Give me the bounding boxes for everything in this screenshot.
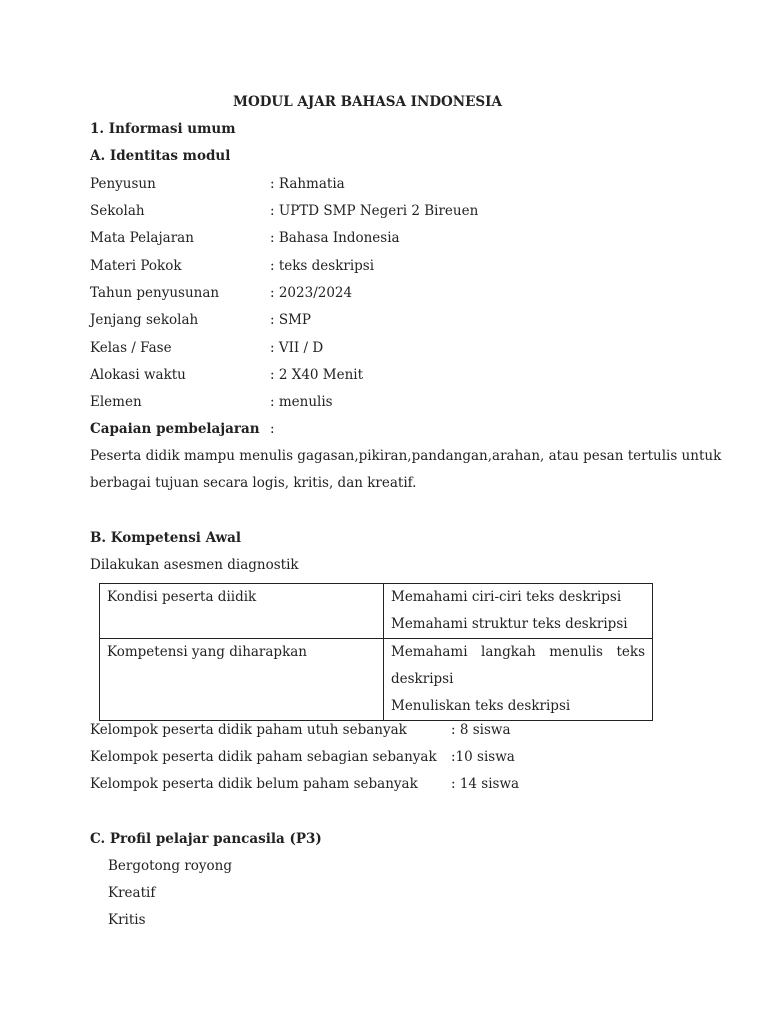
capaian-label: Capaian pembelajaran	[90, 421, 260, 437]
capaian-text-line-2: berbagai tujuan secara logis, kritis, dan kreatif.	[90, 475, 417, 491]
kelompok-label-belum: Kelompok peserta didik belum paham sebanyak	[90, 776, 418, 792]
kelompok-value-sebagian: :10 siswa	[451, 749, 515, 765]
identitas-value-penyusun: : Rahmatia	[270, 176, 345, 192]
table-cell-kompetensi-values	[384, 639, 653, 721]
identitas-value-kelas: : VII / D	[270, 340, 324, 356]
identitas-label-mata-pelajaran: Mata Pelajaran	[90, 230, 194, 246]
kelompok-value-belum: : 14 siswa	[451, 776, 520, 792]
profil-item-kreatif: Kreatif	[108, 885, 156, 901]
kompetensi-table	[99, 583, 653, 721]
kondisi-value-1: Memahami ciri-ciri teks deskripsi	[391, 589, 622, 605]
section-heading-kompetensi-awal: B. Kompetensi Awal	[90, 530, 242, 546]
kompetensi-label: Kompetensi yang diharapkan	[107, 644, 308, 660]
identitas-label-materi-pokok: Materi Pokok	[90, 258, 182, 274]
word: langkah	[481, 644, 536, 660]
section-heading-informasi-umum: 1. Informasi umum	[90, 121, 236, 137]
identitas-value-mata-pelajaran: : Bahasa Indonesia	[270, 230, 400, 246]
identitas-value-tahun: : 2023/2024	[270, 285, 353, 301]
kompetensi-value-justified-line	[391, 639, 645, 666]
table-row	[100, 639, 653, 721]
identitas-label-alokasi: Alokasi waktu	[90, 367, 186, 383]
table-cell-kompetensi	[100, 639, 384, 721]
kelompok-label-utuh: Kelompok peserta didik paham utuh sebanyak	[90, 722, 407, 738]
identitas-label-tahun: Tahun penyusunan	[90, 285, 220, 301]
table-row	[100, 584, 653, 639]
kompetensi-value-3: Menuliskan teks deskripsi	[391, 698, 571, 714]
kompetensi-value-2: deskripsi	[391, 671, 454, 687]
kelompok-value-utuh: : 8 siswa	[451, 722, 511, 738]
asesmen-text: Dilakukan asesmen diagnostik	[90, 557, 299, 573]
kondisi-value-2: Memahami struktur teks deskripsi	[391, 616, 628, 632]
identitas-value-materi-pokok: : teks deskripsi	[270, 258, 375, 274]
document-title: MODUL AJAR BAHASA INDONESIA	[233, 94, 502, 110]
kelompok-label-sebagian: Kelompok peserta didik paham sebagian sebanyak	[90, 749, 437, 765]
table-cell-kondisi	[100, 584, 384, 639]
capaian-text-line-1: Peserta didik mampu menulis gagasan,pikiran,pandangan,arahan, atau pesan tertulis untuk	[90, 448, 722, 464]
profil-item-kritis: Kritis	[108, 912, 146, 928]
identitas-label-sekolah: Sekolah	[90, 203, 145, 219]
kondisi-label: Kondisi peserta diidik	[107, 589, 257, 605]
word: Memahami	[391, 644, 468, 660]
section-heading-profil-pelajar: C. Profil pelajar pancasila (P3)	[90, 831, 322, 847]
identitas-label-elemen: Elemen	[90, 394, 142, 410]
identitas-value-jenjang: : SMP	[270, 312, 311, 328]
identitas-value-elemen: : menulis	[270, 394, 333, 410]
word: menulis	[549, 644, 603, 660]
identitas-value-alokasi: : 2 X40 Menit	[270, 367, 364, 383]
word: teks	[616, 644, 645, 660]
section-heading-identitas-modul: A. Identitas modul	[90, 148, 231, 164]
capaian-colon: :	[270, 421, 275, 437]
table-cell-kondisi-values	[384, 584, 653, 639]
profil-item-gotong-royong: Bergotong royong	[108, 858, 232, 874]
identitas-label-penyusun: Penyusun	[90, 176, 156, 192]
identitas-label-jenjang: Jenjang sekolah	[90, 312, 199, 328]
identitas-label-kelas: Kelas / Fase	[90, 340, 172, 356]
identitas-value-sekolah: : UPTD SMP Negeri 2 Bireuen	[270, 203, 479, 219]
